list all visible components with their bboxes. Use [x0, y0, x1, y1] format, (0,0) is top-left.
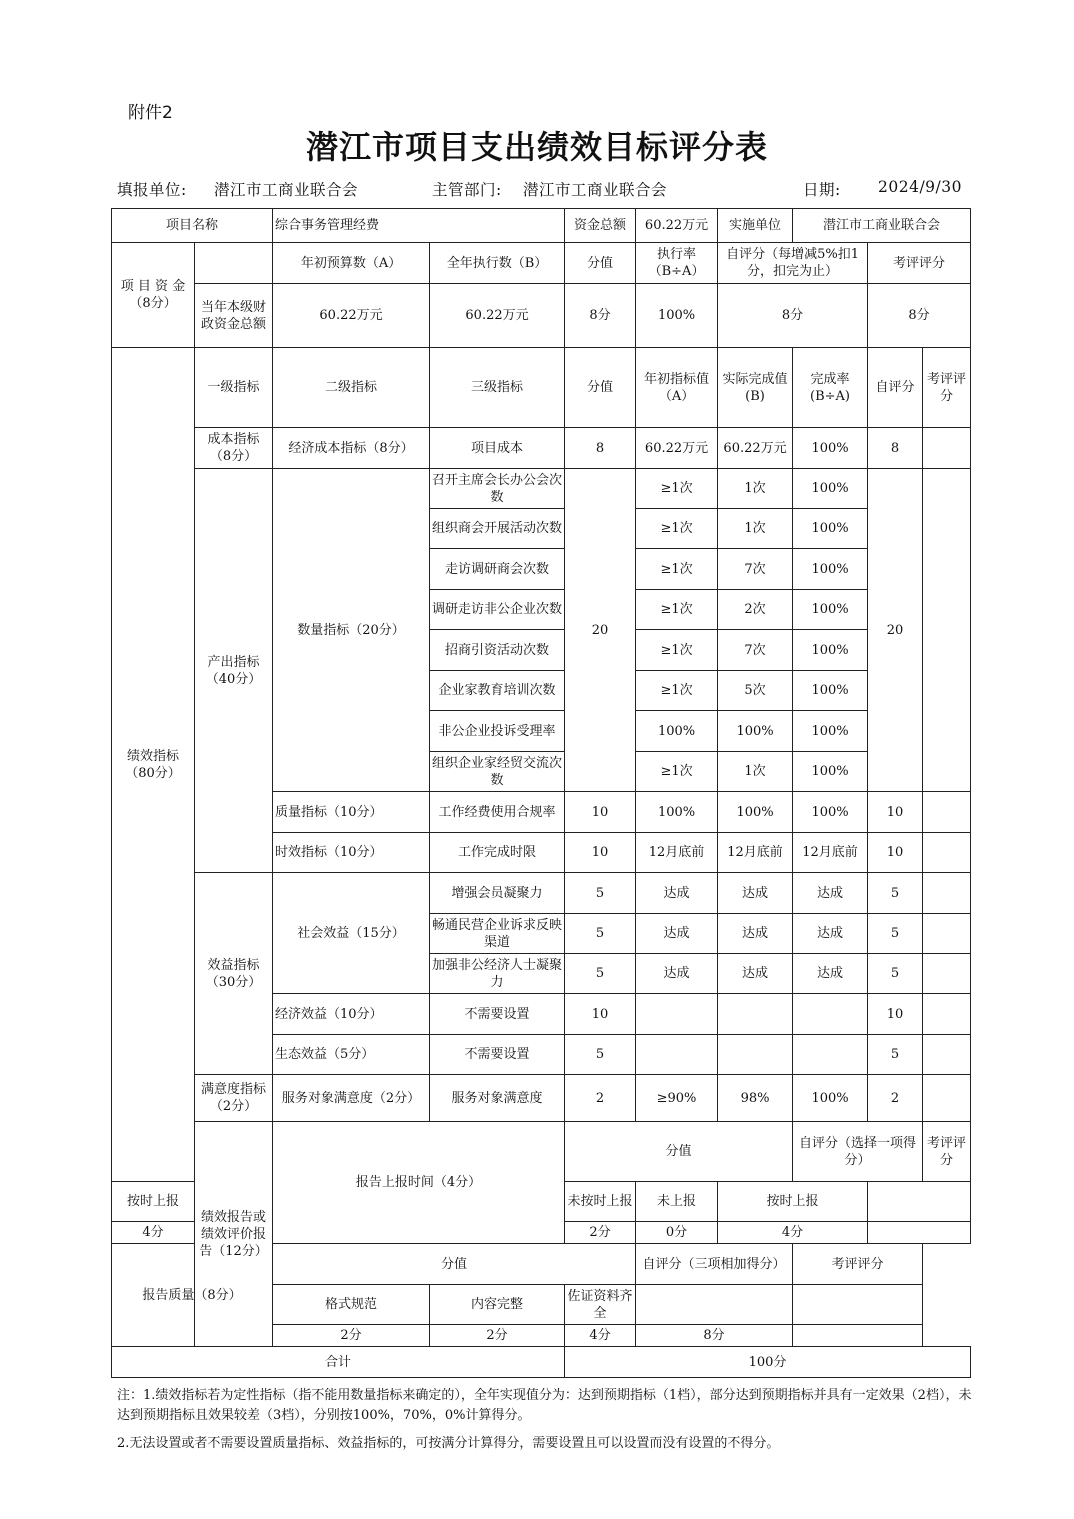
quality-actual: 100% [718, 792, 793, 833]
social-rate: 达成 [793, 914, 868, 954]
funds-row-label: 当年本级财政资金总额 [195, 284, 273, 348]
col-rate: 执行率（B÷A） [636, 243, 718, 284]
economic-actual [718, 994, 793, 1035]
social-review [923, 914, 971, 954]
funds-label: 项 目 资 金（8分） [112, 243, 195, 348]
quantity-l3: 招商引资活动次数 [430, 630, 565, 671]
social-score: 5 [565, 954, 636, 994]
report-time-score-label: 分值 [565, 1122, 793, 1182]
cost-l2: 经济成本指标（8分） [273, 428, 430, 469]
ecological-review [923, 1035, 971, 1075]
fund-total-label: 资金总额 [565, 209, 636, 243]
report-time-opt2: 未按时上报 [565, 1182, 636, 1222]
notes [117, 1386, 977, 1454]
social-score: 5 [565, 873, 636, 914]
timeliness-rate: 12月底前 [793, 833, 868, 873]
quantity-l3: 非公企业投诉受理率 [430, 711, 565, 752]
quantity-rate: 100% [793, 590, 868, 630]
col-self: 自评分（每增减5%扣1分，扣完为止） [718, 243, 868, 284]
quantity-l3: 企业家教育培训次数 [430, 671, 565, 711]
quantity-rate: 100% [793, 630, 868, 671]
table-row [112, 469, 971, 509]
quality-self: 10 [868, 792, 923, 833]
project-row [112, 209, 971, 243]
report-quality-review-pts [793, 1325, 923, 1347]
social-self: 5 [868, 914, 923, 954]
timeliness-target: 12月底前 [636, 833, 718, 873]
quality-score: 10 [565, 792, 636, 833]
social-l3: 加强非公经济人士凝聚力 [430, 954, 565, 994]
indicators-label: 绩效指标（80分） [112, 348, 195, 1182]
quantity-l3: 组织企业家经贸交流次数 [430, 752, 565, 792]
total-row [112, 1347, 971, 1378]
cost-actual: 60.22万元 [718, 428, 793, 469]
quantity-actual: 1次 [718, 469, 793, 509]
report-time-pts2: 2分 [565, 1222, 636, 1244]
quantity-l2: 数量指标（20分） [273, 469, 430, 792]
social-l2: 社会效益（15分） [273, 873, 430, 994]
report-time-review-pts [868, 1222, 971, 1244]
report-time-review-label: 考评评分 [923, 1122, 971, 1182]
social-self: 5 [868, 954, 923, 994]
quantity-target: ≥1次 [636, 752, 718, 792]
social-target: 达成 [636, 914, 718, 954]
quantity-rate: 100% [793, 671, 868, 711]
quantity-actual: 1次 [718, 509, 793, 549]
timeliness-l3: 工作完成时限 [430, 833, 565, 873]
satisfaction-self: 2 [868, 1075, 923, 1122]
social-target: 达成 [636, 873, 718, 914]
social-score: 5 [565, 914, 636, 954]
quantity-l3: 走访调研商会次数 [430, 549, 565, 590]
cost-l1: 成本指标（8分） [195, 428, 273, 469]
dept-label: 主管部门: [432, 181, 502, 199]
indicator-header-row [112, 348, 971, 428]
economic-l3: 不需要设置 [430, 994, 565, 1035]
funds-review: 8分 [868, 284, 971, 348]
social-rate: 达成 [793, 873, 868, 914]
unit-value: 潜江市工商业联合会 [214, 181, 359, 199]
economic-review [923, 994, 971, 1035]
quantity-rate: 100% [793, 509, 868, 549]
note-1: 注：1.绩效指标若为定性指标（指不能用数量指标来确定的），全年实现值分为：达到预期指标（1档），部分达到预期指标并具有一定效果（2档），未达到预期指标且效果较差（3档），分别按100%，70%，0%计算得分。 [117, 1388, 972, 1423]
quantity-actual: 1次 [718, 752, 793, 792]
timeliness-score: 10 [565, 833, 636, 873]
ecological-self: 5 [868, 1035, 923, 1075]
head-actual: 实际完成值(B) [718, 348, 793, 428]
output-l1: 产出指标（40分） [195, 469, 273, 873]
cost-self: 8 [868, 428, 923, 469]
cost-l3: 项目成本 [430, 428, 565, 469]
total-label: 合计 [112, 1347, 565, 1378]
quantity-rate: 100% [793, 752, 868, 792]
report-quality-self-value [636, 1285, 793, 1325]
quantity-target: ≥1次 [636, 630, 718, 671]
ecological-rate [793, 1035, 868, 1075]
quantity-target: 100% [636, 711, 718, 752]
fund-total: 60.22万元 [636, 209, 718, 243]
quantity-target: ≥1次 [636, 671, 718, 711]
satisfaction-l1: 满意度指标（2分） [195, 1075, 273, 1122]
report-quality-opt1: 格式规范 [273, 1285, 430, 1325]
quality-l3: 工作经费使用合规率 [430, 792, 565, 833]
economic-rate [793, 994, 868, 1035]
report-quality-opt2: 内容完整 [430, 1285, 565, 1325]
head-score: 分值 [565, 348, 636, 428]
social-actual: 达成 [718, 954, 793, 994]
social-target: 达成 [636, 954, 718, 994]
report-time-self-label: 自评分（选择一项得分） [793, 1122, 923, 1182]
funds-exec: 60.22万元 [430, 284, 565, 348]
social-review [923, 873, 971, 914]
quantity-actual: 7次 [718, 630, 793, 671]
project-name-label: 项目名称 [112, 209, 273, 243]
score-table [111, 208, 971, 1378]
report-time-pts1: 4分 [112, 1222, 195, 1244]
quantity-actual: 7次 [718, 549, 793, 590]
funds-rate: 100% [636, 284, 718, 348]
attachment-label: 附件2 [128, 103, 173, 123]
cost-row [112, 428, 971, 469]
report-time-opt1: 按时上报 [112, 1182, 195, 1222]
page-title: 潜江市项目支出绩效目标评分表 [305, 128, 768, 166]
social-review [923, 954, 971, 994]
satisfaction-row [112, 1075, 971, 1122]
satisfaction-rate: 100% [793, 1075, 868, 1122]
report-time-label: 报告上报时间（4分） [273, 1122, 565, 1244]
cost-score: 8 [565, 428, 636, 469]
quantity-rate: 100% [793, 549, 868, 590]
timeliness-actual: 12月底前 [718, 833, 793, 873]
report-time-review [868, 1182, 971, 1222]
date-value: 2024/9/30 [878, 178, 962, 196]
quantity-l3: 召开主席会长办公会次数 [430, 469, 565, 509]
timeliness-l2: 时效指标（10分） [273, 833, 430, 873]
satisfaction-review [923, 1075, 971, 1122]
table-row [112, 873, 971, 914]
quantity-l3: 调研走访非公企业次数 [430, 590, 565, 630]
report-quality-pts1: 2分 [273, 1325, 430, 1347]
head-target: 年初指标值（A） [636, 348, 718, 428]
head-l1: 一级指标 [195, 348, 273, 428]
social-actual: 达成 [718, 873, 793, 914]
quantity-rate: 100% [793, 711, 868, 752]
timeliness-self: 10 [868, 833, 923, 873]
satisfaction-actual: 98% [718, 1075, 793, 1122]
social-actual: 达成 [718, 914, 793, 954]
unit-label: 填报单位: [117, 181, 187, 199]
quality-rate: 100% [793, 792, 868, 833]
quantity-self: 20 [868, 469, 923, 792]
quantity-actual: 2次 [718, 590, 793, 630]
report-quality-review [793, 1285, 923, 1325]
date-label: 日期: [803, 181, 841, 199]
total-value: 100分 [565, 1347, 971, 1378]
report-quality-self-pts: 8分 [636, 1325, 793, 1347]
quantity-review [923, 469, 971, 792]
report-quality-self-label: 自评分（三项相加得分） [636, 1244, 793, 1285]
col-score: 分值 [565, 243, 636, 284]
economic-l2: 经济效益（10分） [273, 994, 430, 1035]
social-self: 5 [868, 873, 923, 914]
ecological-target [636, 1035, 718, 1075]
cost-rate: 100% [793, 428, 868, 469]
head-rate: 完成率(B÷A) [793, 348, 868, 428]
economic-target [636, 994, 718, 1035]
col-review: 考评评分 [868, 243, 971, 284]
quantity-target: ≥1次 [636, 509, 718, 549]
head-l3: 三级指标 [430, 348, 565, 428]
ecological-score: 5 [565, 1035, 636, 1075]
ecological-actual [718, 1035, 793, 1075]
project-name: 综合事务管理经费 [273, 209, 565, 243]
satisfaction-l2: 服务对象满意度（2分） [273, 1075, 430, 1122]
head-l2: 二级指标 [273, 348, 430, 428]
cost-target: 60.22万元 [636, 428, 718, 469]
head-review: 考评评分 [923, 348, 971, 428]
note-2: 2.无法设置或者不需要设置质量指标、效益指标的，可按满分计算得分，需要设置且可以设置而没有设置的不得分。 [117, 1436, 780, 1451]
quantity-l3: 组织商会开展活动次数 [430, 509, 565, 549]
report-quality-pts3: 4分 [565, 1325, 636, 1347]
report-time-pts3: 0分 [636, 1222, 718, 1244]
report-quality-score-label: 分值 [273, 1244, 636, 1285]
benefit-l1: 效益指标（30分） [195, 873, 273, 1075]
satisfaction-target: ≥90% [636, 1075, 718, 1122]
quality-review [923, 792, 971, 833]
quantity-rate: 100% [793, 469, 868, 509]
col-exec: 全年执行数（B） [430, 243, 565, 284]
dept-value: 潜江市工商业联合会 [523, 181, 668, 199]
ecological-l2: 生态效益（5分） [273, 1035, 430, 1075]
economic-self: 10 [868, 994, 923, 1035]
quantity-actual: 5次 [718, 671, 793, 711]
satisfaction-score: 2 [565, 1075, 636, 1122]
quantity-score: 20 [565, 469, 636, 792]
social-l3: 畅通民营企业诉求反映渠道 [430, 914, 565, 954]
report-time-opt3: 未上报 [636, 1182, 718, 1222]
timeliness-review [923, 833, 971, 873]
funds-self: 8分 [718, 284, 868, 348]
funds-budget: 60.22万元 [273, 284, 430, 348]
quantity-target: ≥1次 [636, 469, 718, 509]
report-time-head-row [112, 1122, 971, 1182]
quality-target: 100% [636, 792, 718, 833]
funds-blank [195, 243, 273, 284]
funds-header-row [112, 243, 971, 284]
economic-score: 10 [565, 994, 636, 1035]
report-quality-opt3: 佐证资料齐全 [565, 1285, 636, 1325]
ecological-l3: 不需要设置 [430, 1035, 565, 1075]
report-label: 绩效报告或绩效评价报告（12分） [195, 1122, 273, 1347]
social-l3: 增强会员凝聚力 [430, 873, 565, 914]
cost-review [923, 428, 971, 469]
impl-unit: 潜江市工商业联合会 [793, 209, 971, 243]
impl-unit-label: 实施单位 [718, 209, 793, 243]
funds-value-row [112, 284, 971, 348]
satisfaction-l3: 服务对象满意度 [430, 1075, 565, 1122]
col-budget: 年初预算数（A） [273, 243, 430, 284]
quantity-actual: 100% [718, 711, 793, 752]
quantity-target: ≥1次 [636, 549, 718, 590]
quantity-target: ≥1次 [636, 590, 718, 630]
funds-score: 8分 [565, 284, 636, 348]
head-self: 自评分 [868, 348, 923, 428]
report-time-self-pts: 4分 [718, 1222, 868, 1244]
social-rate: 达成 [793, 954, 868, 994]
quality-l2: 质量指标（10分） [273, 792, 430, 833]
report-quality-review-label: 考评评分 [793, 1244, 923, 1285]
report-quality-label: 报告质量（8分） [112, 1244, 273, 1347]
report-time-self-value: 按时上报 [718, 1182, 868, 1222]
report-quality-pts2: 2分 [430, 1325, 565, 1347]
